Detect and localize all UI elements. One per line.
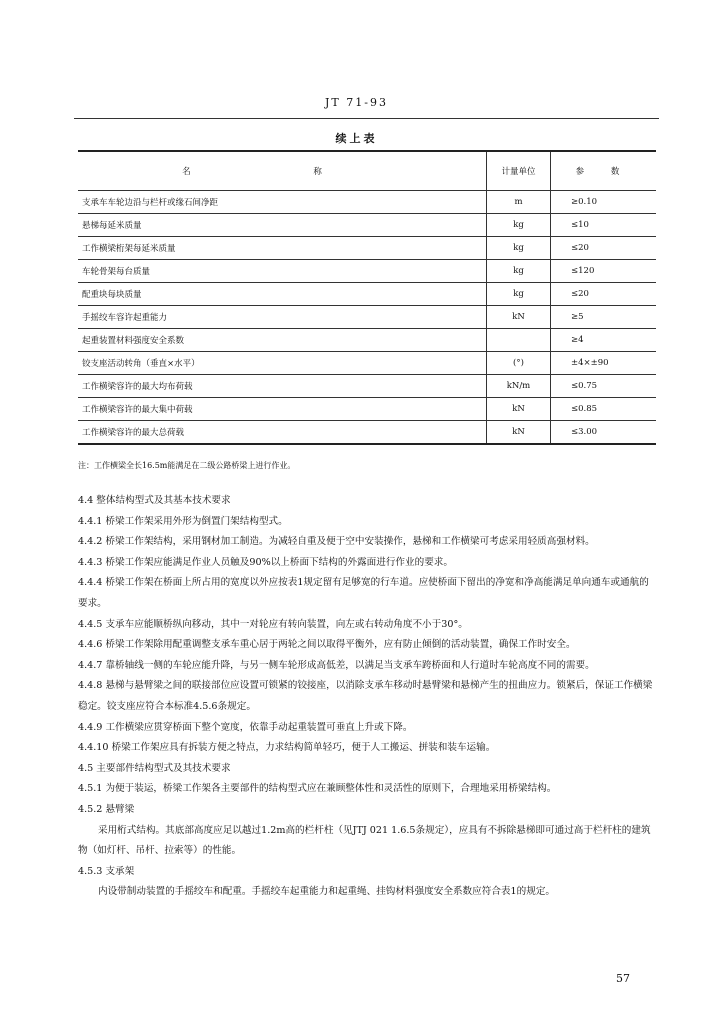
paragraph: 内设带制动装置的手摇绞车和配重。手摇绞车起重能力和起重绳、挂钩材料强度安全系数应符合表1的规定。 [98,886,556,898]
row-value: ≤0.85 [551,398,657,421]
paragraph: 4.4.7 靠桥轴线一侧的车轮应能升降，与另一侧车轮形成高低差，以满足当支承车跨桥面和人行道时车轮高度不同的需要。 [78,659,595,671]
paragraph: 4.4.2 桥梁工作架结构，采用钢材加工制造。为减轻自重及便于空中安装操作，悬梯和工作横梁可考虑采用轻质高强材料。 [78,536,595,548]
row-name: 手摇绞车容许起重能力 [78,306,487,329]
table-row [78,329,656,352]
row-unit: (°) [487,352,551,375]
parameter-table [78,150,656,445]
paragraph: 4.4.6 桥梁工作架除用配重调整支承车重心居于两轮之间以取得平衡外，应有防止倾倒的活动装置，确保工作时安全。 [78,639,576,651]
document-code: JT 71-93 [325,96,388,109]
paragraph: 4.5.3 支承架 [78,865,135,877]
table-row [78,283,656,306]
row-value: ≤20 [551,283,657,306]
row-name: 起重装置材料强度安全系数 [78,329,487,352]
row-value: ≤120 [551,260,657,283]
row-name: 工作横梁桁架每延米质量 [78,237,487,260]
col-header-value: 参 数 [551,151,657,191]
table-continued-title: 续上表 [335,132,378,145]
row-unit: kg [487,237,551,260]
paragraph: 4.4.9 工作横梁应贯穿桥面下整个宽度，依靠手动起重装置可垂直上升或下降。 [78,721,413,733]
col-header-unit: 计量单位 [487,151,551,191]
row-unit: m [487,191,551,214]
row-unit [487,329,551,352]
paragraph: 4.5.1 为便于装运，桥梁工作架各主要部件的结构型式应在兼顾整体性和灵活性的原则下，合理地采用桥梁结构。 [78,783,557,795]
table-row [78,237,656,260]
row-unit: kg [487,283,551,306]
row-unit: kN/m [487,375,551,398]
table-note: 注：工作横梁全长16.5m能满足在二级公路桥梁上进行作业。 [78,461,296,470]
row-value: ≥4 [551,329,657,352]
table-row [78,214,656,237]
paragraph: 4.4.8 悬梯与悬臂梁之间的联接部位应设置可锁紧的铰接座，以消除支承车移动时悬臂梁和悬梯产生的扭曲应力。锁紧后，保证工作横梁稳定。铰支座应符合本标准4.5.6条规定。 [78,680,653,712]
row-value: ≤10 [551,214,657,237]
row-name: 支承车车轮边沿与栏杆或缘石间净距 [78,191,487,214]
row-name: 铰支座活动转角（垂直×水平） [78,352,487,375]
page-number: 57 [616,972,630,985]
row-name: 工作横梁容许的最大总荷载 [78,421,487,445]
table-row [78,260,656,283]
paragraph: 4.4.1 桥梁工作架采用外形为倒置门架结构型式。 [78,515,288,527]
row-name: 悬梯每延米质量 [78,214,487,237]
row-name: 工作横梁容许的最大均布荷载 [78,375,487,398]
table-row [78,398,656,421]
table-header-row [78,151,656,191]
row-name: 车轮骨架每台质量 [78,260,487,283]
table-row [78,306,656,329]
paragraph: 采用桁式结构。其底部高度应足以越过1.2m高的栏杆柱（见JTJ 021 1.6.5条规定），应具有不拆除悬梯即可通过高于栏杆柱的建筑物（如灯杆、吊杆、拉索等）的性能。 [78,824,651,857]
row-unit: kN [487,306,551,329]
row-unit: kg [487,260,551,283]
table-row [78,375,656,398]
row-unit: kN [487,398,551,421]
row-name: 工作横梁容许的最大集中荷载 [78,398,487,421]
header-rule [74,118,659,119]
row-value: ≥0.10 [551,191,657,214]
row-value: ≤0.75 [551,375,657,398]
row-value: ±4×±90 [551,352,657,375]
table-row [78,191,656,214]
paragraph: 4.4 整体结构型式及其基本技术要求 [78,495,231,506]
paragraph: 4.4.3 桥梁工作架应能满足作业人员触及90%以上桥面下结构的外露面进行作业的要求。 [78,556,453,568]
row-name: 配重块每块质量 [78,283,487,306]
paragraph: 4.4.5 支承车应能顺桥纵向移动，其中一对轮应有转向装置，向左或右转动角度不小于30°。 [78,618,468,630]
body-text [78,491,658,903]
col-header-name: 名 称 [78,151,487,191]
row-unit: kN [487,421,551,445]
row-value: ≤3.00 [551,421,657,445]
row-unit: kg [487,214,551,237]
paragraph: 4.5.2 悬臂梁 [78,803,135,815]
paragraph: 4.4.10 桥梁工作架应具有拆装方便之特点，力求结构简单轻巧，便于人工搬运、拼装和装车运输。 [78,742,496,754]
row-value: ≤20 [551,237,657,260]
row-value: ≥5 [551,306,657,329]
table-row [78,421,656,445]
paragraph: 4.4.4 桥梁工作架在桥面上所占用的宽度以外应按表1规定留有足够宽的行车道。应使桥面下留出的净宽和净高能满足单向通车或通航的要求。 [78,577,649,609]
paragraph: 4.5 主要部件结构型式及其技术要求 [78,762,231,774]
table-row [78,352,656,375]
